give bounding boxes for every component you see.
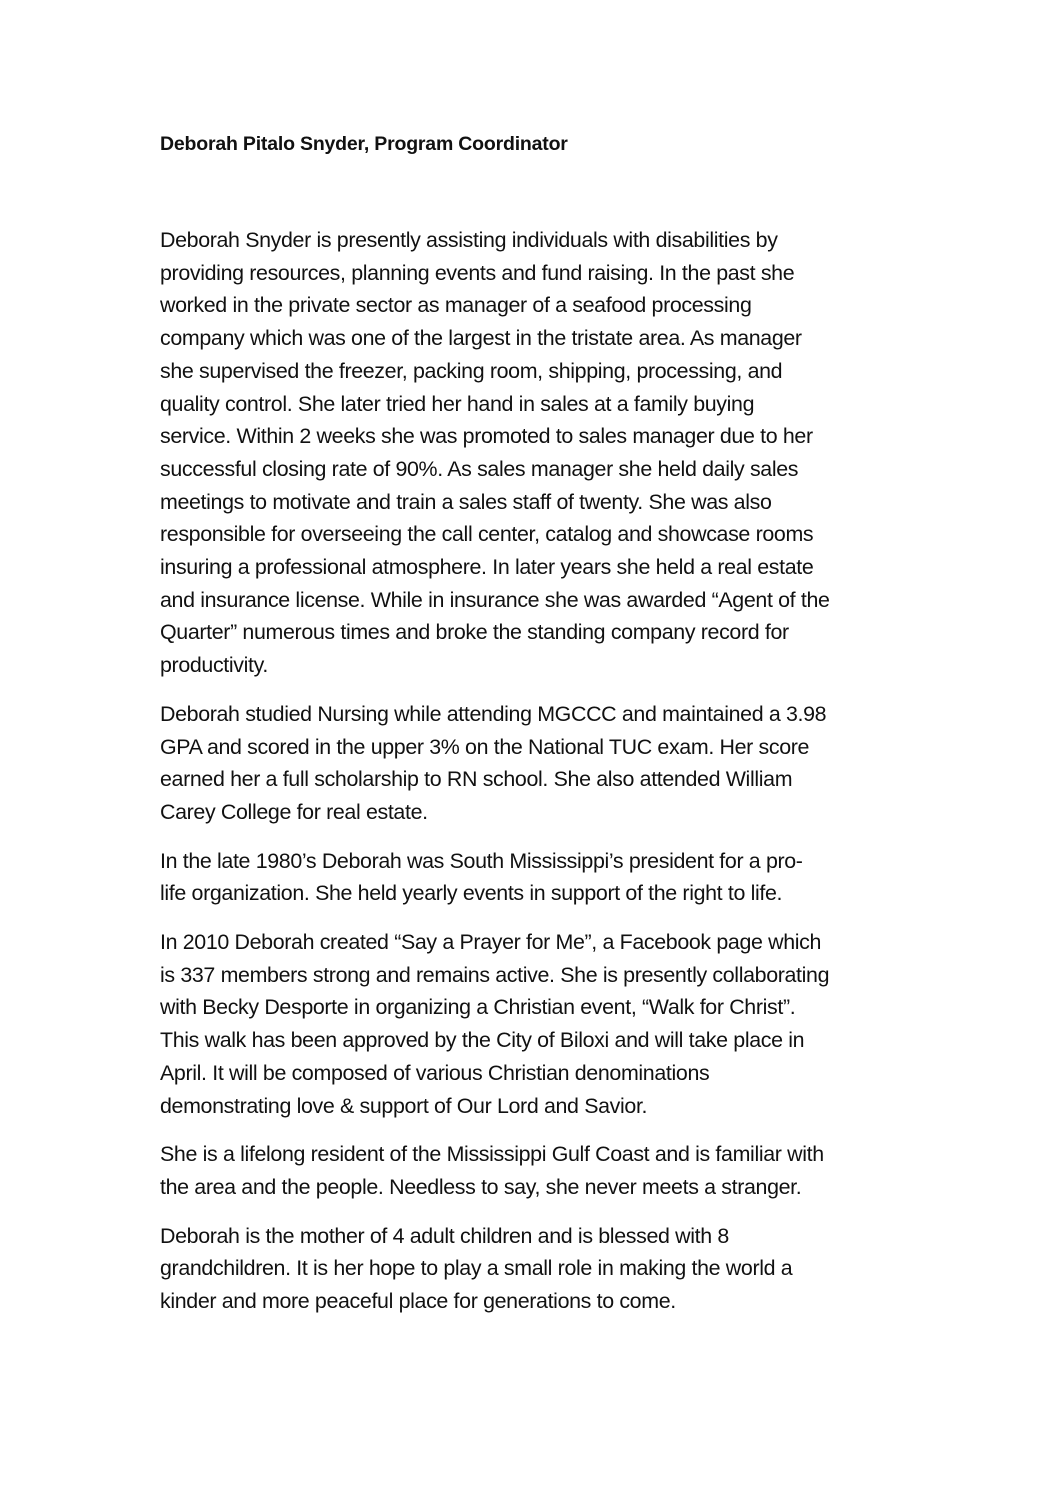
document-body bbox=[160, 128, 905, 1334]
text-line: company which was one of the largest in the tristate area. As manager bbox=[160, 326, 802, 351]
text-line: worked in the private sector as manager of a seafood processing bbox=[160, 293, 752, 318]
paragraph-family bbox=[160, 1220, 905, 1318]
text-line: providing resources, planning events and fund raising. In the past she bbox=[160, 260, 795, 285]
text-line: Deborah studied Nursing while attending MGCCC and maintained a 3.98 bbox=[160, 701, 827, 726]
text-line: is 337 members strong and remains active. She is presently collaborating bbox=[160, 962, 830, 987]
text-line: She is a lifelong resident of the Mississippi Gulf Coast and is familiar with bbox=[160, 1142, 824, 1167]
text-line: Deborah is the mother of 4 adult children and is blessed with 8 bbox=[160, 1223, 729, 1248]
text-line: In the late 1980’s Deborah was South Mississippi’s president for a pro- bbox=[160, 848, 803, 873]
text-line: Carey College for real estate. bbox=[160, 799, 428, 824]
text-line: productivity. bbox=[160, 653, 268, 678]
paragraph-resident bbox=[160, 1138, 905, 1203]
text-line: GPA and scored in the upper 3% on the National TUC exam. Her score bbox=[160, 734, 810, 759]
document-title: Deborah Pitalo Snyder, Program Coordinator bbox=[160, 133, 568, 155]
text-line: earned her a full scholarship to RN school. She also attended William bbox=[160, 767, 793, 792]
text-line: demonstrating love & support of Our Lord and Savior. bbox=[160, 1093, 648, 1118]
paragraph-facebook-walk bbox=[160, 926, 905, 1122]
text-line: grandchildren. It is her hope to play a small role in making the world a bbox=[160, 1256, 793, 1281]
text-line: with Becky Desporte in organizing a Christian event, “Walk for Christ”. bbox=[160, 995, 796, 1020]
paragraph-career bbox=[160, 224, 905, 682]
text-line: she supervised the freezer, packing room, shipping, processing, and bbox=[160, 358, 783, 383]
text-line: successful closing rate of 90%. As sales manager she held daily sales bbox=[160, 456, 799, 481]
text-line: quality control. She later tried her hand in sales at a family buying bbox=[160, 391, 755, 416]
text-line: Quarter” numerous times and broke the standing company record for bbox=[160, 620, 789, 645]
text-line: service. Within 2 weeks she was promoted to sales manager due to her bbox=[160, 424, 813, 449]
text-line: Deborah Snyder is presently assisting individuals with disabilities by bbox=[160, 228, 778, 252]
text-line: April. It will be composed of various Christian denominations bbox=[160, 1060, 710, 1085]
text-line: This walk has been approved by the City of Biloxi and will take place in bbox=[160, 1028, 805, 1053]
text-line: In 2010 Deborah created “Say a Prayer for Me”, a Facebook page which bbox=[160, 930, 822, 955]
text-line: kinder and more peaceful place for generations to come. bbox=[160, 1289, 676, 1314]
text-line: life organization. She held yearly events in support of the right to life. bbox=[160, 881, 783, 906]
text-line: insuring a professional atmosphere. In later years she held a real estate bbox=[160, 555, 814, 580]
paragraph-pro-life bbox=[160, 845, 905, 910]
text-line: responsible for overseeing the call center, catalog and showcase rooms bbox=[160, 522, 814, 547]
text-line: the area and the people. Needless to say, she never meets a stranger. bbox=[160, 1174, 802, 1199]
text-line: and insurance license. While in insurance she was awarded “Agent of the bbox=[160, 587, 830, 612]
paragraph-education bbox=[160, 698, 905, 829]
text-line: meetings to motivate and train a sales staff of twenty. She was also bbox=[160, 489, 772, 514]
